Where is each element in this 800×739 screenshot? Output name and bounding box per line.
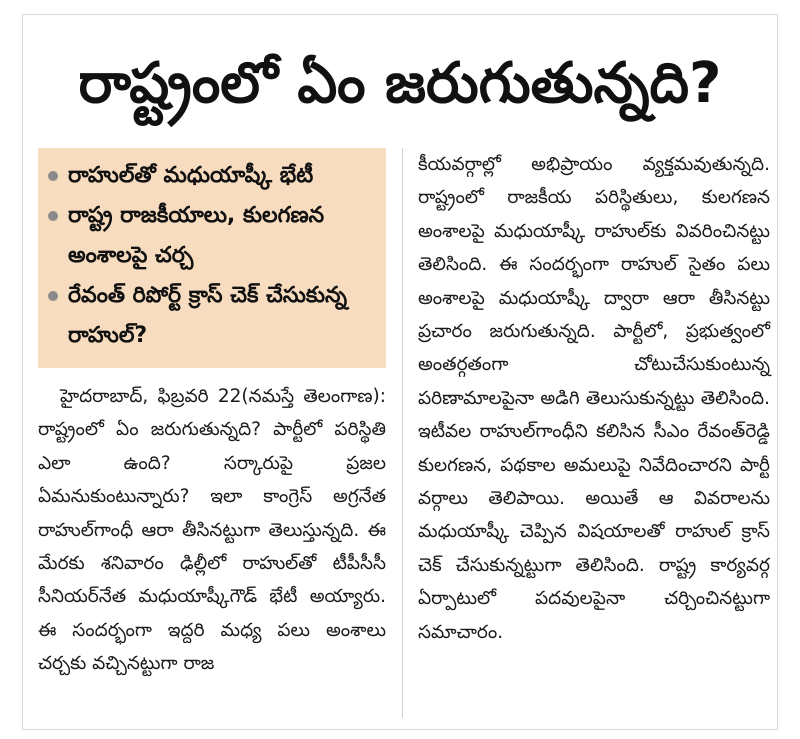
highlight-item xyxy=(48,156,378,196)
highlight-item xyxy=(48,196,378,276)
body-text-right: కీయవర్గాల్లో అభిప్రాయం వ్యక్తమవుతున్నది. రాష్ట్రంలో రాజకీయ పరిస్థితులు, కులగణన అంశాలపై మధుయాష్కీ రాహుల్‌కు వివరించినట్టు తెలిసింది. ఈ సందర్భంగా రాహుల్‌ సైతం పలు అంశాలపై మధుయాష్కీ ద్వారా ఆరా తీసినట్టు ప్రచారం జరుగుతున్నది. పార్టీలో, ప్రభుత్వంలో అంతర్గతంగా చోటుచేసుకుంటున్న పరిణామాలపైనా అడిగి తెలుసుకున్నట్టు తెలిసింది. ఇటీవల రాహుల్‌గాంధీని కలిసిన సీఎం రేవంత్‌రెడ్డి కులగణన, పథకాల అమలుపై నివేదించారని పార్టీ వర్గాలు తెలిపాయి. అయితే ఆ వివరాలను మధుయాష్కీ చెప్పిన విషయాలతో రాహుల్‌ క్రాస్‌ చెక్‌ చేసుకున్నట్టుగా తెలిసింది. రాష్ట్ర కార్యవర్గ ఏర్పాటులో పదవులపైనా చర్చించినట్టుగా సమాచారం. xyxy=(418,154,770,643)
left-column xyxy=(38,148,386,681)
headline: రాష్ట్రంలో ఏం జరుగుతున్నది? xyxy=(78,51,722,116)
highlight-text: రాహుల్‌తో మధుయాష్కీ భేటీ xyxy=(68,163,314,188)
bullet-dot-icon xyxy=(48,291,58,301)
bullet-dot-icon xyxy=(48,171,58,181)
highlight-item xyxy=(48,276,378,356)
bullet-dot-icon xyxy=(48,211,58,221)
right-column xyxy=(418,148,770,649)
body-text-left: హైదరాబాద్‌, ఫిబ్రవరి 22(నమస్తే తెలంగాణ): రాష్ట్రంలో ఏం జరుగుతున్నది? పార్టీలో పరిస్థితి ఎలా ఉంది? సర్కారుపై ప్రజల ఏమనుకుంటున్నారు? ఇలా కాంగ్రెస్‌ అగ్రనేత రాహుల్‌గాంధీ ఆరా తీసినట్టుగా తెలుస్తున్నది. ఈ మేరకు శనివారం ఢిల్లీలో రాహుల్‌తో టీపీసీసీ సీనియర్‌నేత మధుయాష్కీగౌడ్‌ భేటీ అయ్యారు. ఈ సందర్భంగా ఇద్దరి మధ్య పలు అంశాలు చర్చకు వచ్చినట్టుగా రాజ xyxy=(38,386,386,675)
highlights-box xyxy=(38,148,386,368)
highlight-text: రాష్ట్ర రాజకీయాలు, కులగణన అంశాలపై చర్చ xyxy=(68,203,325,268)
column-divider xyxy=(402,148,403,718)
highlight-text: రేవంత్‌ రిపోర్ట్‌ క్రాస్‌ చెక్‌ చేసుకున్న రాహుల్‌? xyxy=(68,283,347,348)
